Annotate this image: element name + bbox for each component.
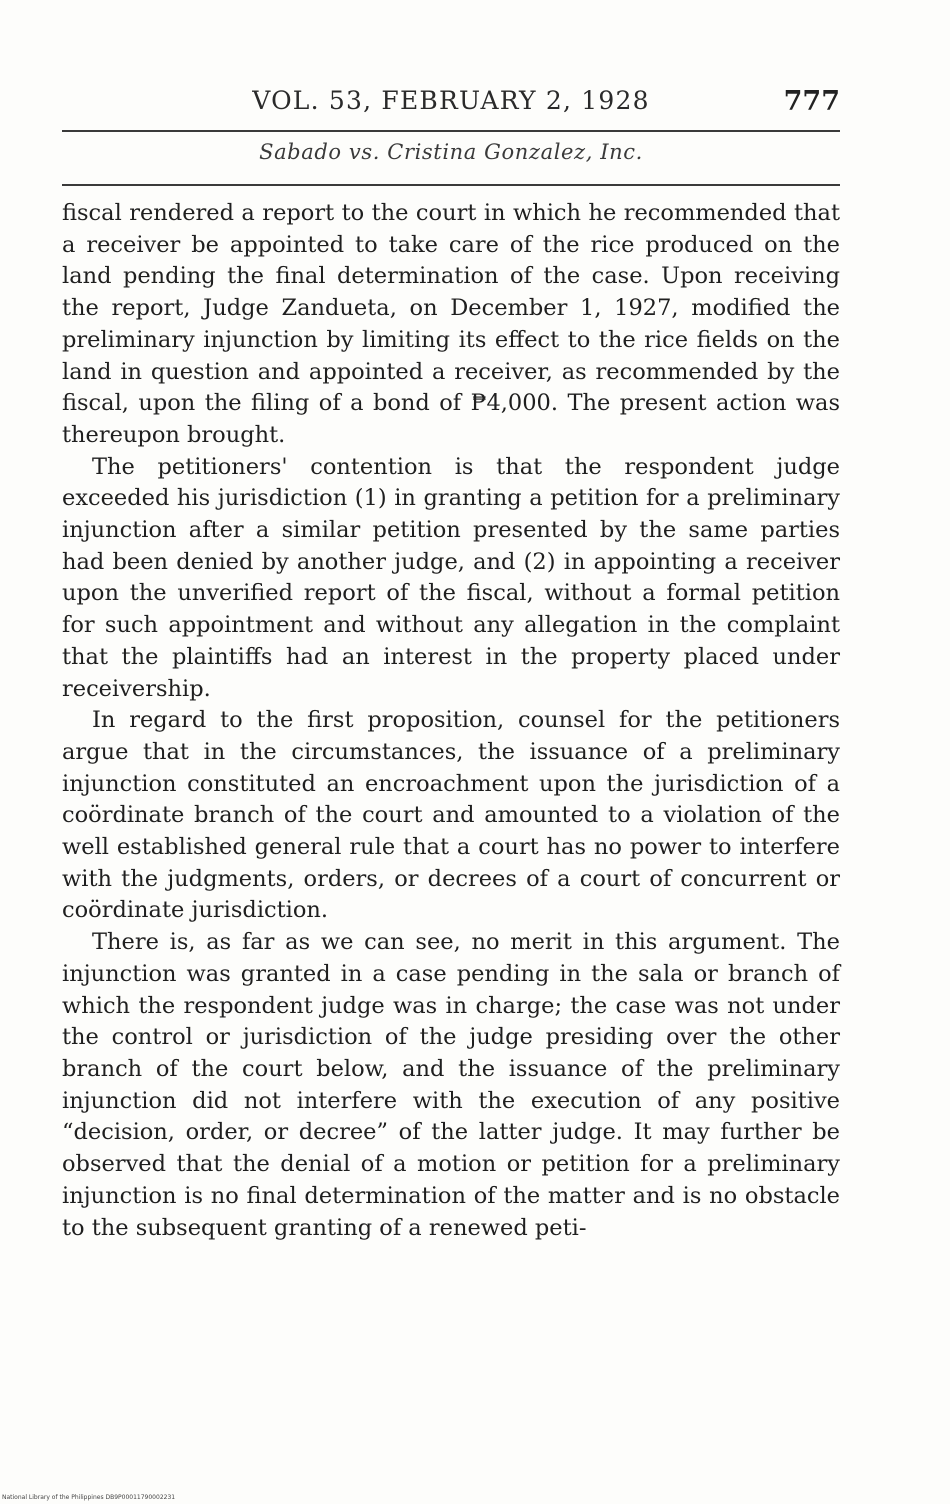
case-title: Sabado vs. Cristina Gonzalez, Inc. — [259, 140, 643, 164]
running-head — [62, 86, 840, 126]
paragraph-2: The petitioners' contention is that the respondent judge exceeded his jurisdiction (1) in granting a petition for a preliminary injunction after a similar petition presented by the same parties had been denied by another judge, and (2) in appointing a receiver upon the unverified report of the fiscal, without a formal petition for such appointment and without any allegation in the complaint that the plaintiffs had an interest in the property placed under receivership. — [62, 453, 840, 702]
header-rule-top — [62, 130, 840, 132]
volume-date-heading: VOL. 53, FEBRUARY 2, 1928 — [252, 86, 650, 115]
body-text — [62, 198, 840, 1244]
paragraph-3: In regard to the first proposition, counsel for the petitioners argue that in the circumstances, the issuance of a preliminary injunction constituted an encroachment upon the jurisdiction of a coördinate branch of the court and amounted to a violation of the well established general rule that a court has no power to interfere with the judgments, orders, or decrees of a court of concurrent or coördinate jurisdiction. — [62, 707, 840, 924]
paragraph-1: fiscal rendered a report to the court in which he recommended that a receiver be appointed to take care of the rice produced on the land pending the final determination of the case. Upon receiving the report, Judge Zandueta, on December 1, 1927, modified the preliminary injunction by limiting its effect to the rice fields on the land in question and appointed a receiver, as recommended by the fiscal, upon the filing of a bond of ₱4,000. The present action was thereupon brought. — [62, 200, 840, 448]
header-rule-bottom — [62, 184, 840, 186]
paragraph-4: There is, as far as we can see, no merit in this argument. The injunction was granted in a case pending in the sala or branch of which the respondent judge was in charge; the case was not under the control or jurisdiction of the judge presiding over the other branch of the court below, and the issuance of the preliminary injunction did not interfere with the execution of any positive “decision, order, or decree” of the latter judge. It may further be observed that the denial of a motion or petition for a preliminary injunction is no final determination of the matter and is no obstacle to the subsequent granting of a renewed peti- — [62, 929, 840, 1241]
page-number: 777 — [783, 86, 840, 117]
library-watermark: National Library of the Philippines DB9P00011790002231 — [2, 1494, 176, 1501]
